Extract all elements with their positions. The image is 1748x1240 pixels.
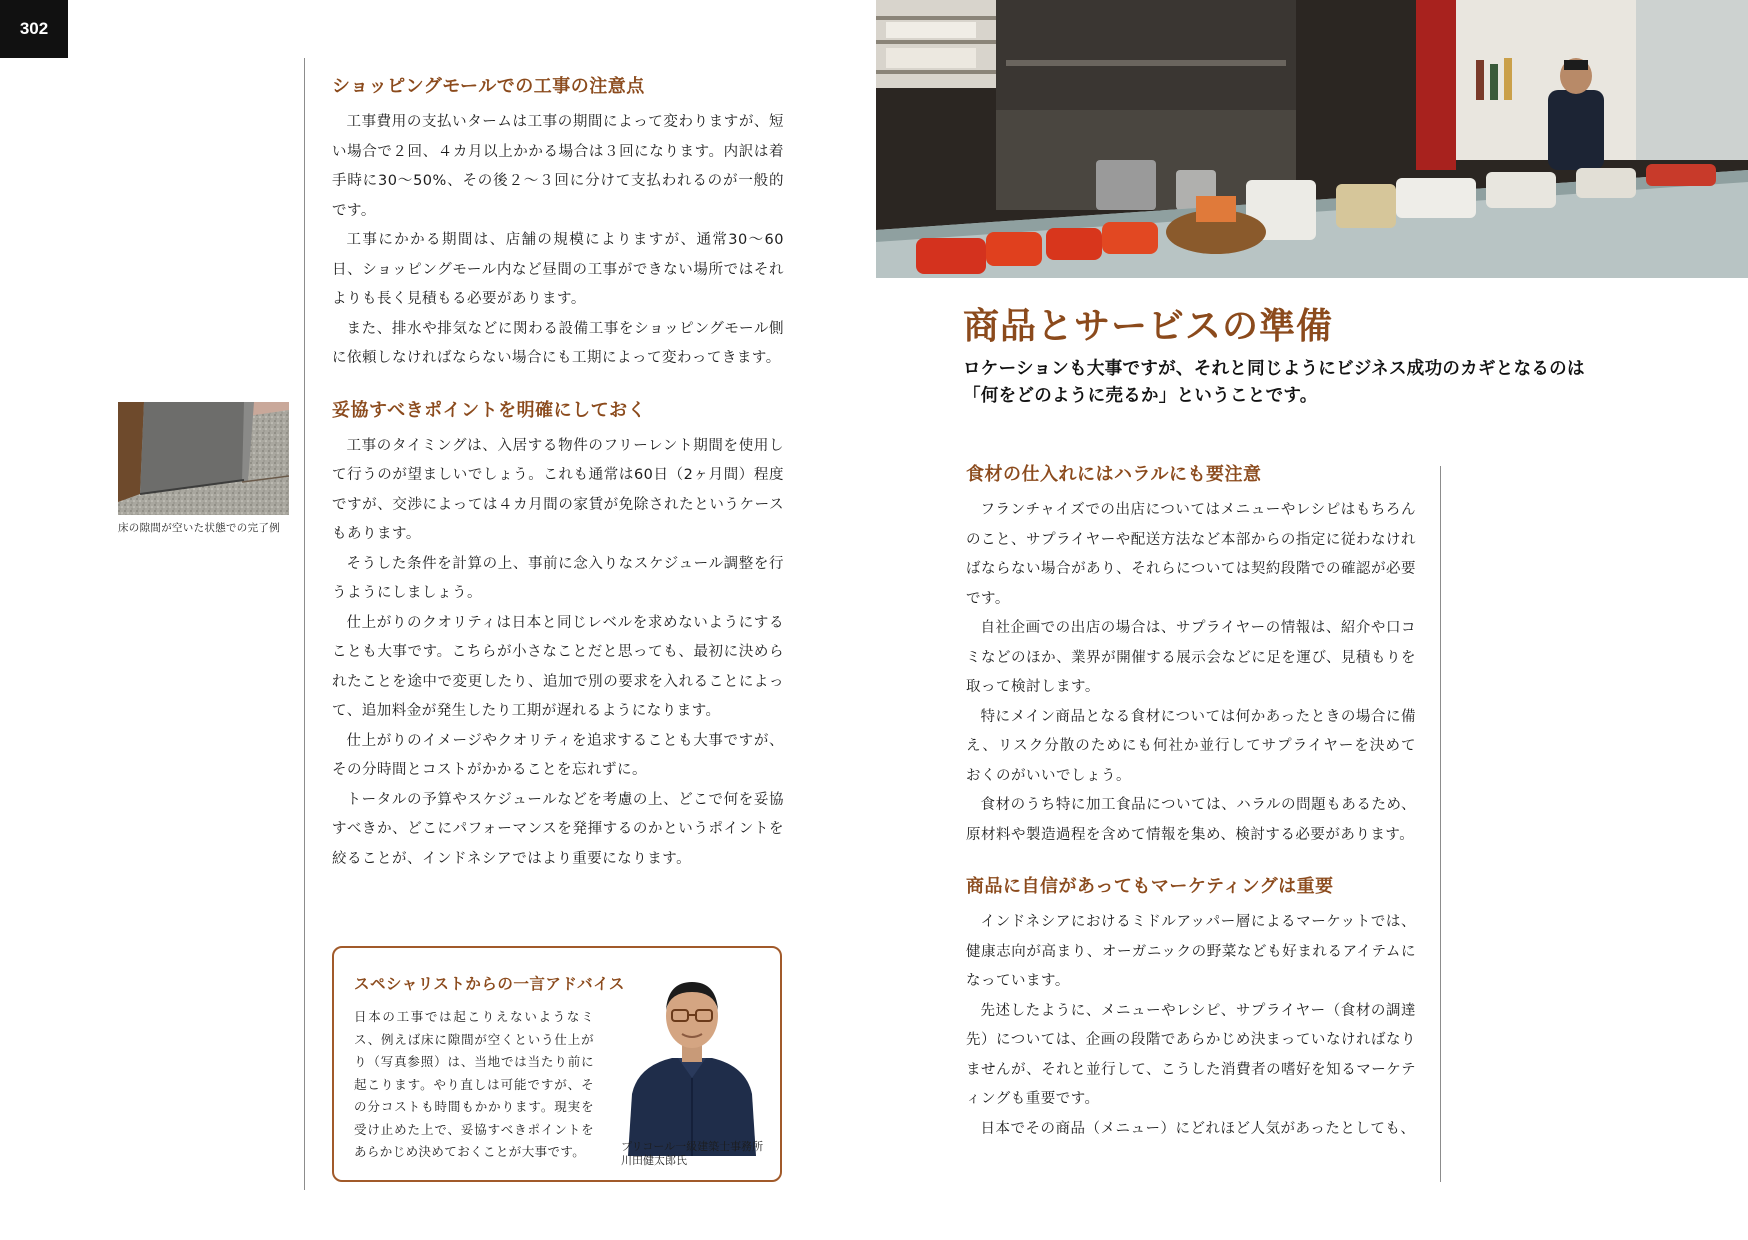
paragraph: 仕上がりのクオリティは日本と同じレベルを求めないようにすることも大事です。こちらが小さなことだと思っても、最初に決められたことを途中で変更したり、追加で別の要求を入れることによって、追加料金が発生したり工期が遅れるようになります。 [332,614,784,719]
page-number-left: 302 [0,0,68,58]
paragraph: フランチャイズでの出店についてはメニューやレシピはもちろんのこと、サプライヤーや配送方法など本部からの指定に従わなければならない場合があり、それらについては契約段階での確認が必要です。 [966,502,1416,607]
right-article [966,460,1416,1144]
paragraph: トータルの予算やスケジュールなどを考慮の上、どこで何を妥協すべきか、どこにパフォーマンスを発揮するのかというポイントを絞ることが、インドネシアではより重要になります。 [332,791,784,867]
paragraph: そうした条件を計算の上、事前に念入りなスケジュール調整を行うようにしましょう。 [332,555,784,601]
paragraph: 工事にかかる期間は、店舗の規模によりますが、通常30～60日、ショッピングモール内など昼間の工事ができない場所ではそれよりも長く見積もる必要があります。 [332,232,784,307]
specialist-office: プリコール一級建築士事務所 [621,1140,764,1153]
lead-text [963,356,1663,410]
section-body [966,496,1416,850]
paragraph: 仕上がりのイメージやクオリティを追求することも大事ですが、その分時間とコストがかかることを忘れずに。 [332,732,784,778]
paragraph: また、排水や排気などに関わる設備工事をショッピングモール側に依頼しなければならない場合にも工期によって変わってきます。 [332,320,784,366]
floor-gap-photo [118,402,289,515]
paragraph: インドネシアにおけるミドルアッパー層によるマーケットでは、健康志向が高まり、オーガニックの野菜なども好まれるアイテムになっています。 [966,914,1416,989]
section-heading: 妥協すべきポイントを明確にしておく [332,399,647,421]
paragraph: 工事費用の支払いタームは工事の期間によって変わりますが、短い場合で２回、４カ月以上かかる場合は３回になります。内訳は着手時に30～50%、その後２～３回に分けて支払われるのが一般的です。 [332,114,784,219]
paragraph: 工事のタイミングは、入居する物件のフリーレント期間を使用して行うのが望ましいでしょう。これも通常は60日（2ヶ月間）程度ですが、交渉によっては４カ月間の家賃が免除されたというケースもあります。 [332,437,784,542]
section-heading: 商品に自信があってもマーケティングは重要 [966,876,1334,897]
paragraph: 自社企画での出店の場合は、サプライヤーの情報は、紹介や口コミなどのほか、業界が開催する展示会などに足を運び、見積もりを取って検討します。 [966,620,1416,695]
paragraph: 日本でその商品（メニュー）にどれほど人気があったとしても、 [980,1120,1416,1137]
specialist-portrait [624,974,760,1156]
left-column-rule [304,58,305,1190]
paragraph: 特にメイン商品となる食材については何かあったときの場合に備え、リスク分散のためにも何社か並行してサプライヤーを決めておくのがいいでしょう。 [966,708,1416,784]
section-body [332,108,784,374]
lead-line: 「何をどのように売るか」ということです。 [963,386,1318,406]
page-title: 商品とサービスの準備 [963,306,1334,347]
specialist-advice-box [332,946,782,1182]
section-heading: 食材の仕入れにはハラルにも要注意 [966,464,1262,485]
paragraph: 食材のうち特に加工食品については、ハラルの問題もあるため、原材料や製造過程を含めて情報を集め、検討する必要があります。 [966,797,1416,843]
left-article [332,72,784,874]
specialist-caption [621,1140,763,1168]
section-heading: ショッピングモールでの工事の注意点 [332,76,645,97]
right-column-rule [1440,466,1441,1182]
paragraph: 先述したように、メニューやレシピ、サプライヤー（食材の調達先）については、企画の段階であらかじめ決まっていなければなりませんが、それと並行して、こうした消費者の嗜好を知るマーケティングも重要です。 [966,1002,1416,1107]
restaurant-kitchen-photo [876,0,1748,278]
advice-title: スペシャリストからの一言アドバイス [354,975,625,993]
advice-body: 日本の工事では起こりえないようなミス、例えば床に隙間が空くという仕上がり（写真参照）は、当地では当たり前に起こります。やり直しは可能ですが、その分コストも時間もかかります。現実を受け止めた上で、妥協すべきポイントをあらかじめ決めておくことが大事です。 [354,1009,594,1159]
lead-line: ロケーションも大事ですが、それと同じようにビジネス成功のカギとなるのは [963,359,1585,379]
section-body [332,432,784,875]
photo-caption: 床の隙間が空いた状態での完了例 [118,522,280,534]
section-body [966,908,1416,1144]
specialist-name: 川田健太郎氏 [621,1154,687,1167]
